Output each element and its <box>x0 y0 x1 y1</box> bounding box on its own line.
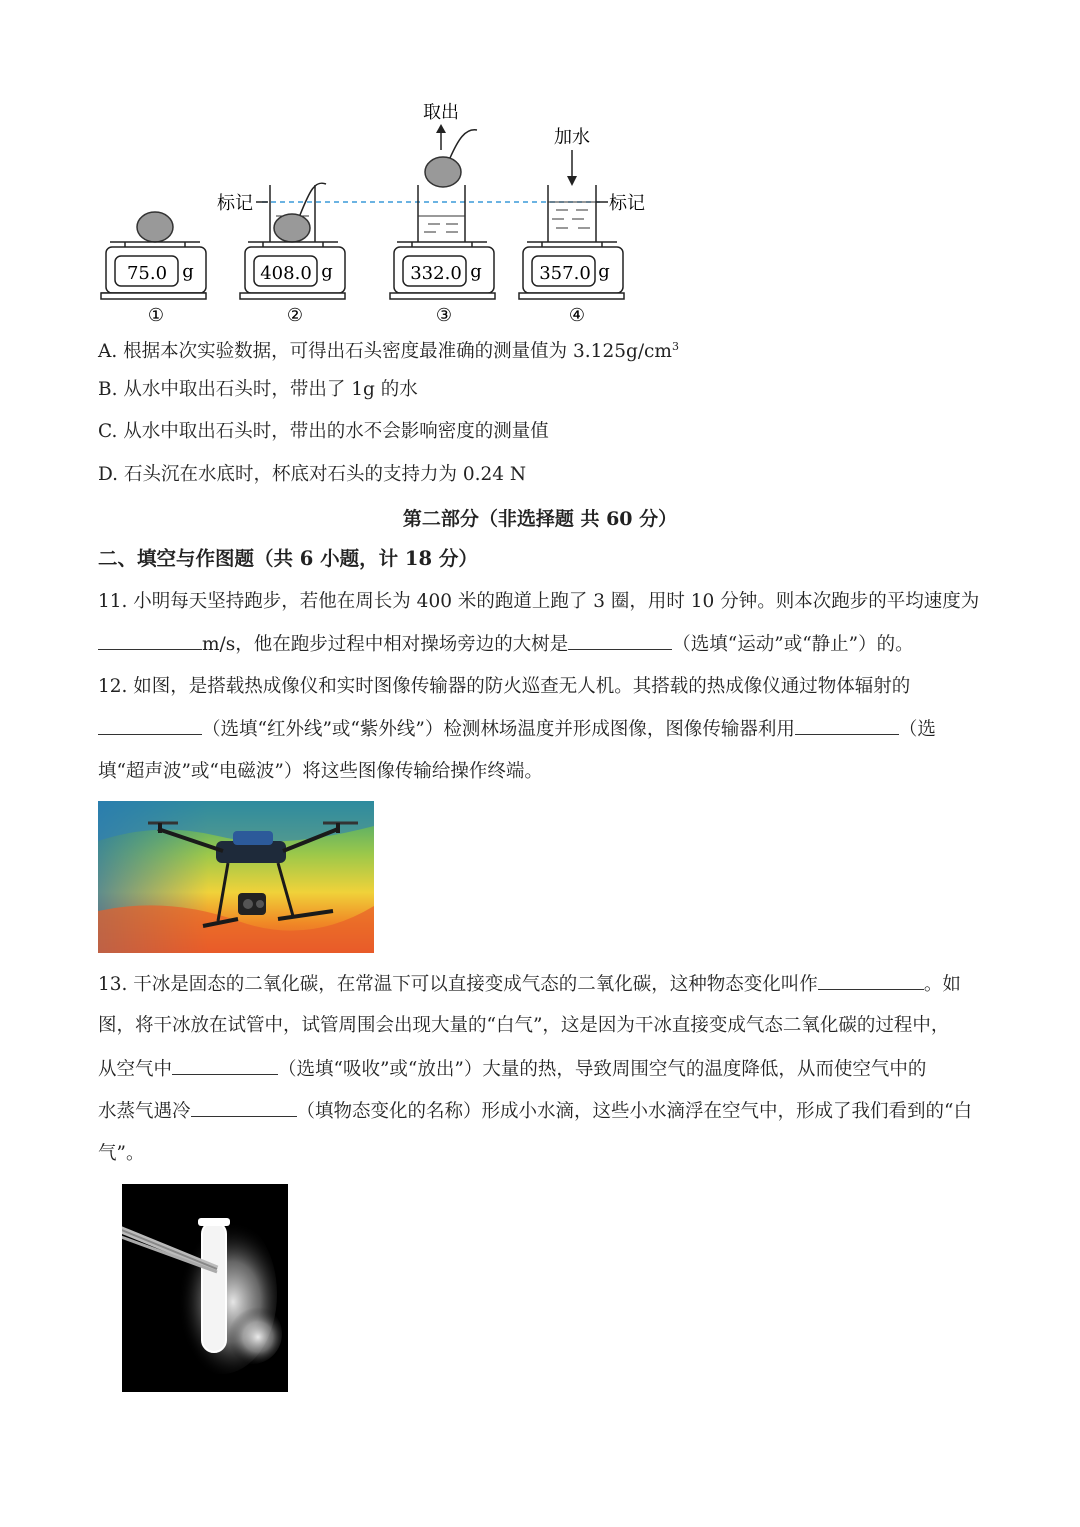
unit-1: g <box>182 261 194 282</box>
answer-blank[interactable] <box>98 716 202 735</box>
step-number-2: ② <box>286 305 304 326</box>
q13-text-d: （选填“吸收”或“放出”）大量的热，导致周围空气的温度降低，从而使空气中的 <box>278 1059 927 1080</box>
answer-blank[interactable] <box>818 971 924 990</box>
reading-2: 408.0 <box>260 263 312 284</box>
answer-blank[interactable] <box>172 1056 278 1075</box>
q11-line1: 11. 小明每天坚持跑步，若他在周长为 400 米的跑道上跑了 3 圈，用时 10 分钟。则本次跑步的平均速度为 <box>98 591 980 612</box>
q11-text-a: m/s，他在跑步过程中相对操场旁边的大树是 <box>202 634 569 655</box>
take-out-label: 取出 <box>423 102 459 123</box>
option-text: 根据本次实验数据，可得出石头密度最准确的测量值为 3.125g/cm <box>123 341 672 363</box>
q13-line2: 图，将干冰放在试管中，试管周围会出现大量的“白气”，这是因为干冰直接变成气态二氧化碳的过程中， <box>98 1015 950 1036</box>
step-number-4: ④ <box>568 305 586 326</box>
q13-text-f: （填物态变化的名称）形成小水滴，这些小水滴浮在空气中，形成了我们看到的“白 <box>296 1101 972 1122</box>
option-text: 从水中取出石头时，带出了 1g 的水 <box>123 379 418 400</box>
stone <box>425 157 461 187</box>
option-letter: C. <box>98 421 118 442</box>
q13-line1 <box>98 971 961 998</box>
option-d <box>98 462 526 488</box>
q12-line1: 12. 如图，是搭载热成像仪和实时图像传输器的防火巡查无人机。其搭载的热成像仪通过物体辐射的 <box>98 676 911 697</box>
q13-line3 <box>98 1056 926 1083</box>
stone <box>274 214 310 242</box>
reading-4: 357.0 <box>539 263 591 284</box>
stone <box>137 212 173 242</box>
q13-text-c: 从空气中 <box>98 1059 173 1080</box>
option-letter: B. <box>98 379 118 400</box>
option-letter: A. <box>98 341 118 363</box>
option-text: 石头沉在水底时，杯底对石头的支持力为 0.24 N <box>123 464 527 485</box>
option-b <box>98 377 418 403</box>
q13-text-a: 13. 干冰是固态的二氧化碳，在常温下可以直接变成气态的二氧化碳，这种物态变化叫作 <box>98 974 818 995</box>
q13-text-e: 水蒸气遇冷 <box>98 1101 191 1122</box>
step-number-1: ① <box>147 305 165 326</box>
option-superscript: 3 <box>671 340 679 353</box>
answer-blank[interactable] <box>191 1098 297 1117</box>
answer-blank[interactable] <box>795 716 899 735</box>
unit-4: g <box>598 261 610 282</box>
step-number-3: ③ <box>435 305 453 326</box>
unit-3: g <box>470 261 482 282</box>
option-c <box>98 419 549 445</box>
q12-text-a: （选填“红外线”或“紫外线”）检测林场温度并形成图像，图像传输器利用 <box>202 719 795 740</box>
answer-blank[interactable] <box>98 631 202 650</box>
down-arrow-icon <box>567 150 577 186</box>
q11-line2 <box>98 631 914 658</box>
q13-line4 <box>98 1098 972 1125</box>
q13-text-b: 。如 <box>923 974 961 995</box>
part2-title: 第二部分（非选择题 共 60 分） <box>402 508 678 530</box>
answer-blank[interactable] <box>568 631 672 650</box>
dry-ice-tube-image <box>122 1184 288 1392</box>
section2-title: 二、填空与作图题（共 6 小题，计 18 分） <box>98 547 478 570</box>
mark-label-left: 标记 <box>217 193 253 214</box>
drone-thermal-image <box>98 801 374 953</box>
up-arrow-icon <box>436 124 446 150</box>
option-text: 从水中取出石头时，带出的水不会影响密度的测量值 <box>123 421 549 442</box>
q12-text-b: （选 <box>898 719 936 740</box>
test-tube <box>202 1222 226 1352</box>
reading-3: 332.0 <box>410 263 462 284</box>
q13-line5: 气”。 <box>98 1143 145 1164</box>
unit-2: g <box>321 261 333 282</box>
experiment-figure <box>0 0 1080 330</box>
scale-1 <box>101 212 206 299</box>
option-a <box>98 334 679 365</box>
q12-line2 <box>98 716 936 743</box>
option-letter: D. <box>98 464 119 485</box>
add-water-label: 加水 <box>554 127 590 148</box>
q11-text-b: （选填“运动”或“静止”）的。 <box>672 634 914 655</box>
mark-label-right: 标记 <box>609 193 645 214</box>
q12-line3: 填“超声波”或“电磁波”）将这些图像传输给操作终端。 <box>98 761 543 782</box>
reading-1: 75.0 <box>126 263 168 284</box>
